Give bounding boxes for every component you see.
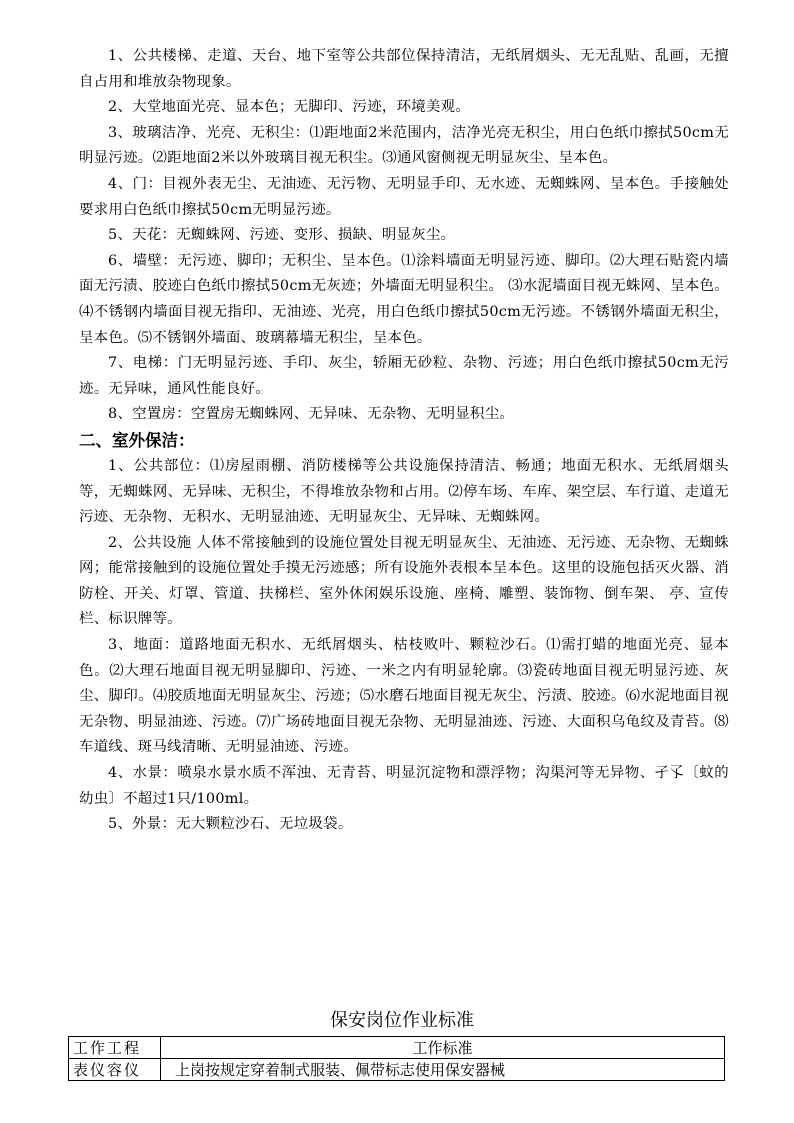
table-row	[69, 1059, 725, 1081]
indoor-item-6: 6、墙壁：无污迹、脚印；无积尘、呈本色。⑴涂料墙面无明显污迹、脚印。⑵大理石贴瓷内墙面无污渍、胶迹白色纸巾擦拭50cm无灰迹；外墙面无明显积尘。 ⑶水泥墙面目视无蛛网、呈本色。⑷不锈钢内墙面目视无指印、无油迹、光亮，用白色纸巾擦拭50cm无污迹。不锈钢外墙面无积尘，呈本色。⑸不锈钢外墙面、玻璃幕墙无积尘，呈本色。	[79, 252, 729, 346]
outdoor-section-heading: 二、室外保洁：	[79, 430, 195, 450]
outdoor-item-3: 3、地面：道路地面无积水、无纸屑烟头、枯枝败叶、颗粒沙石。⑴需打蜡的地面光亮、显本色。⑵大理石地面目视无明显脚印、污迹、一米之内有明显轮廓。⑶瓷砖地面目视无明显污迹、灰尘、脚印。⑷胶质地面无明显灰尘、污迹；⑸水磨石地面目视无灰尘、污渍、胶迹。⑹水泥地面目视无杂物、明显油迹、污迹。⑺广场砖地面目视无杂物、无明显油迹、污迹、大面积乌龟纹及青苔。⑻车道线、斑马线清晰、无明显油迹、污迹。	[79, 637, 729, 756]
outdoor-item-2: 2、公共设施 人体不常接触到的设施位置处目视无明显灰尘、无油迹、无污迹、无杂物、无蜘蛛网；能常接触到的设施位置处手摸无污迹感；所有设施外表根本呈本色。这里的设施包括灭火器、消防栓、开关、灯罩、管道、扶梯栏、室外休闲娱乐设施、座椅、雕塑、装饰物、倒车架、 亭、宣传栏、标识牌等。	[79, 534, 729, 628]
header-cell-work-item: 工作工程	[69, 1037, 161, 1059]
row-cell-standard: 上岗按规定穿着制式服装、佩带标志使用保安器械	[161, 1059, 725, 1081]
indoor-item-8: 8、空置房：空置房无蜘蛛网、无异味、无杂物、无明显积尘。	[108, 406, 515, 423]
outdoor-item-4: 4、水景：喷泉水景水质不浑浊、无青苔、明显沉淀物和漂浮物；沟渠河等无异物、孑孓〔蚊的幼虫〕不超过1只/100ml。	[79, 765, 729, 807]
indoor-item-3: 3、玻璃洁净、光亮、无积尘：⑴距地面2米范围内，洁净光亮无积尘，用白色纸巾擦拭50cm无明显污迹。⑵距地面2米以外玻璃目视无积尘。⑶通风窗侧视无明显灰尘、呈本色。	[79, 124, 729, 167]
table-header-row	[69, 1037, 725, 1059]
row-cell-item: 表仪容仪	[69, 1059, 161, 1081]
header-cell-work-standard: 工作标准	[161, 1037, 725, 1059]
indoor-item-5: 5、天花：无蜘蛛网、污迹、变形、损缺、明显灰尘。	[108, 227, 456, 244]
cleaning-standards-body	[79, 44, 729, 838]
indoor-item-2: 2、大堂地面光亮、显本色；无脚印、污迹，环境美观。	[108, 99, 471, 116]
indoor-item-7: 7、电梯：门无明显污迹、手印、灰尘，轿厢无砂粒、杂物、污迹；用白色纸巾擦拭50cm无污迹。无异味，通风性能良好。	[79, 355, 729, 397]
indoor-item-1: 1、公共楼梯、走道、天台、地下室等公共部位保持清洁，无纸屑烟头、无无乱贴、乱画，无擅自占用和堆放杂物现象。	[79, 48, 729, 90]
outdoor-item-1: 1、公共部位：⑴房屋雨棚、消防楼梯等公共设施保持清洁、畅通；地面无积水、无纸屑烟头等，无蜘蛛网、无异味、无积尘，不得堆放杂物和占用。⑵停车场、车库、架空层、车行道、走道无污迹、无杂物、无积水、无明显油迹、无明显灰尘、无异味、无蜘蛛网。	[79, 457, 729, 526]
security-standards-table	[68, 1036, 725, 1081]
outdoor-item-5: 5、外景：无大颗粒沙石、无垃圾袋。	[108, 816, 353, 833]
security-table-title: 保安岗位作业标准	[330, 1010, 474, 1031]
indoor-item-4: 4、门：目视外表无尘、无油迹、无污物、无明显手印、无水迹、无蜘蛛网、呈本色。手接触处要求用白色纸巾擦拭50cm无明显污迹。	[79, 175, 729, 218]
